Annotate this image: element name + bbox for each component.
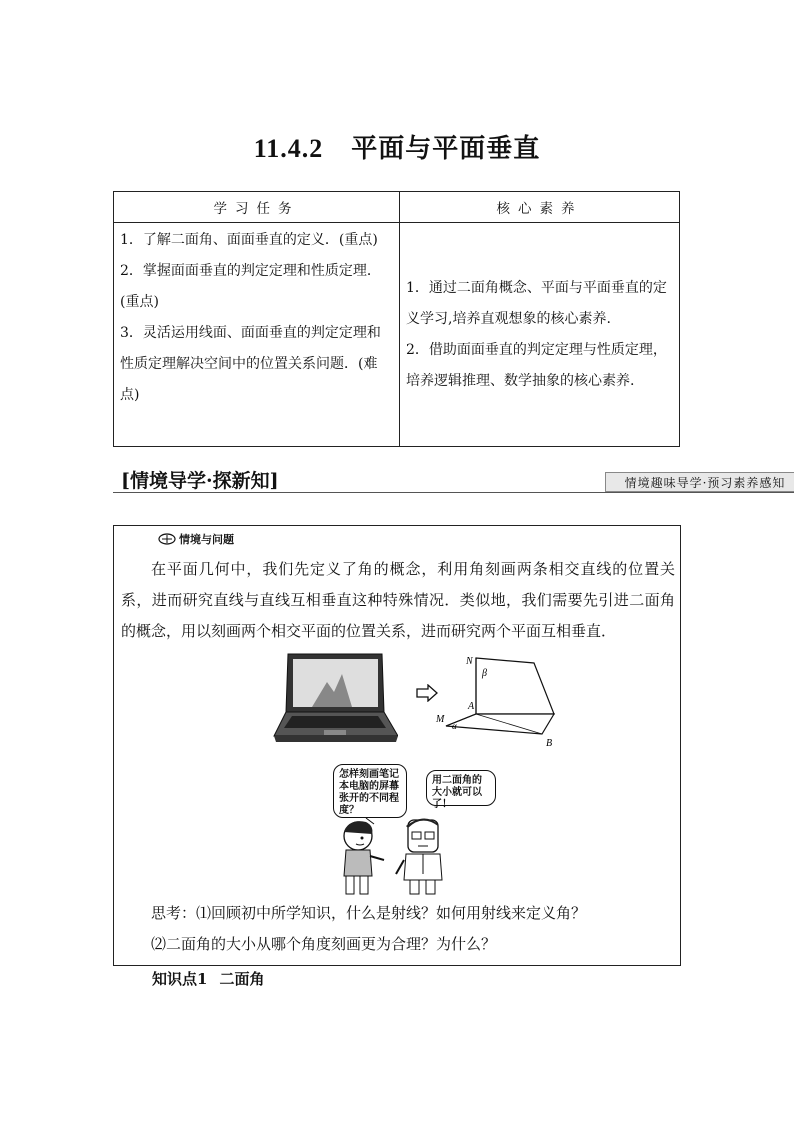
section-heading: [情境导学·探新知] xyxy=(121,470,279,492)
scenario-label-text: 情境与问题 xyxy=(179,533,234,546)
section-number: 11.4.2 xyxy=(253,134,324,163)
task-item: 2．掌握面面垂直的判定定理和性质定理．(重点) xyxy=(120,263,381,310)
label-A: A xyxy=(468,701,475,712)
label-B: B xyxy=(546,738,553,748)
literacy-item: 1．通过二面角概念、平面与平面垂直的定义学习,培养直观想象的核心素养. xyxy=(406,279,667,327)
knowledge-label: 知识点1 xyxy=(152,970,208,988)
speech-bubble-right-text: 用二面角的大小就可以了！ xyxy=(432,775,482,810)
dihedral-angle-figure xyxy=(432,654,562,748)
task-item: 3．灵活运用线面、面面垂直的判定定理和性质定理解决空间中的位置关系问题．(难点) xyxy=(120,325,381,403)
knowledge-topic: 二面角 xyxy=(219,970,265,988)
core-literacy-cell xyxy=(400,223,680,447)
objectives-header-right: 核心素养 xyxy=(400,192,680,223)
learning-tasks-cell xyxy=(114,223,400,447)
label-beta: β xyxy=(482,668,487,679)
section-title: 平面与平面垂直 xyxy=(351,134,541,164)
objectives-header-left: 学习任务 xyxy=(114,192,400,223)
cartoon-characters xyxy=(336,814,466,896)
think-question-1: 思考：⑴回顾初中所学知识，什么是射线？如何用射线来定义角？ xyxy=(151,904,587,922)
section-tag: 情境趣味导学·预习素养感知 xyxy=(605,472,794,492)
laptop-illustration xyxy=(272,652,398,744)
task-item: 1．了解二面角、面面垂直的定义．(重点) xyxy=(120,232,378,248)
literacy-item: 2．借助面面垂直的判定定理与性质定理，培养逻辑推理、数学抽象的核心素养. xyxy=(406,341,667,389)
label-N: N xyxy=(466,656,473,667)
objectives-table xyxy=(113,191,680,447)
label-M: M xyxy=(436,714,445,725)
scenario-box xyxy=(113,525,681,966)
scenario-label xyxy=(158,531,234,547)
label-alpha: α xyxy=(452,721,457,731)
speech-bubble-left xyxy=(333,764,407,818)
speech-bubble-right xyxy=(426,770,496,810)
knowledge-point xyxy=(152,968,276,989)
scenario-icon xyxy=(158,533,176,545)
think-question-2: ⑵二面角的大小从哪个角度刻画更为合理？为什么？ xyxy=(151,935,497,953)
page-title xyxy=(0,128,794,165)
speech-bubble-left-text: 怎样刻画笔记本电脑的屏幕张开的不同程度？ xyxy=(339,769,399,816)
scenario-paragraph: 在平面几何中，我们先定义了角的概念，利用角刻画两条相交直线的位置关系，进而研究直线与直线互相垂直这种特殊情况．类似地，我们需要先引进二面角的概念，用以刻画两个相交平面的位置关系，进而研究两个平面互相垂直． xyxy=(121,560,675,640)
